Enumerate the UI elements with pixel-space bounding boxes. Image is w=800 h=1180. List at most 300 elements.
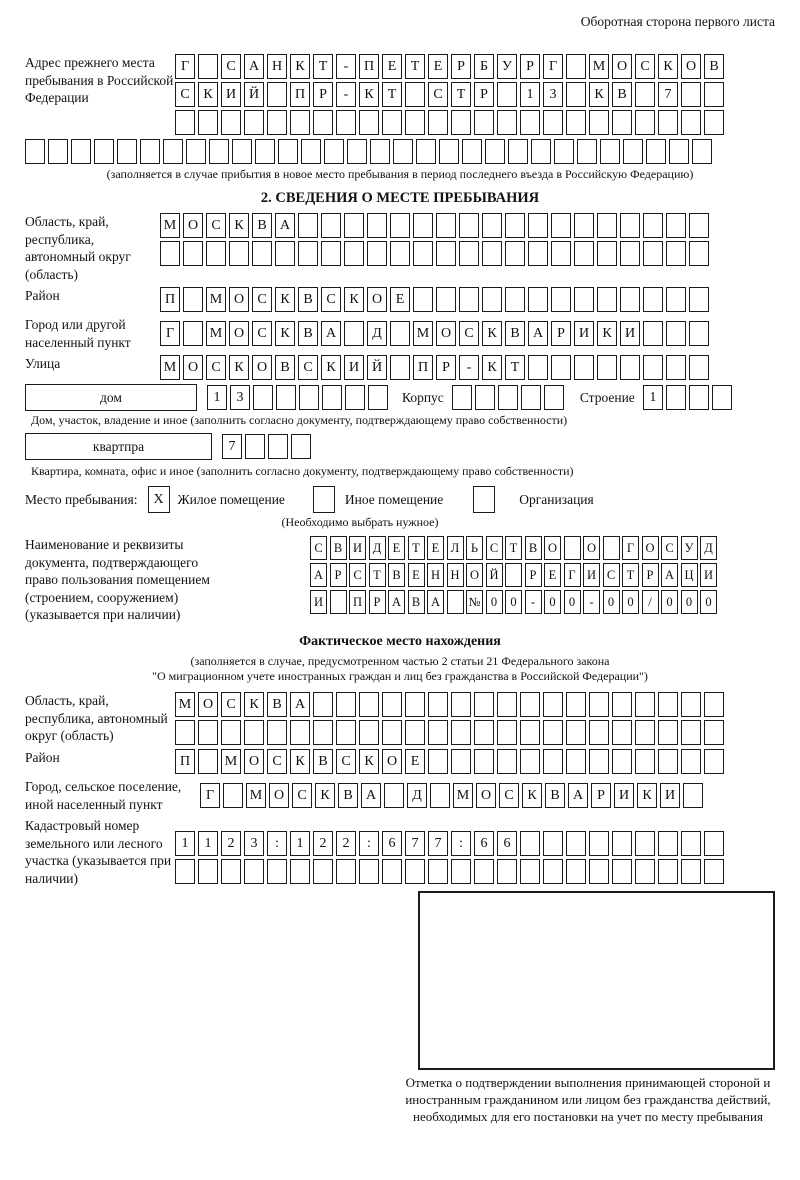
char-cell [666, 287, 686, 312]
char-cell: - [583, 590, 600, 614]
char-cell: С [321, 287, 341, 312]
char-cell: Б [474, 54, 494, 79]
char-cell [658, 749, 678, 774]
char-cell [439, 139, 459, 164]
char-cell: Н [427, 563, 444, 587]
char-cell: В [388, 563, 405, 587]
char-cell: К [315, 783, 335, 808]
char-cell: С [310, 536, 327, 560]
char-cell [71, 139, 91, 164]
char-cell: В [525, 536, 542, 560]
prev-address-row-3 [175, 110, 724, 135]
char-cell [370, 139, 390, 164]
char-cell: К [589, 82, 609, 107]
char-cell: А [244, 54, 264, 79]
checkbox-org [473, 486, 495, 513]
char-cell [689, 355, 709, 380]
char-cell [253, 385, 273, 410]
char-cell: И [700, 563, 717, 587]
char-cell [301, 139, 321, 164]
house-box-label: дом [25, 384, 197, 411]
char-cell [359, 110, 379, 135]
char-cell [186, 139, 206, 164]
char-cell: П [290, 82, 310, 107]
prev-address-row-full [25, 139, 775, 164]
char-cell: А [661, 563, 678, 587]
char-cell [520, 749, 540, 774]
char-cell [482, 241, 502, 266]
char-cell: 1 [175, 831, 195, 856]
char-cell [313, 720, 333, 745]
char-cell [390, 241, 410, 266]
char-cell: 0 [622, 590, 639, 614]
char-cell [163, 139, 183, 164]
char-cell [635, 110, 655, 135]
char-cell [528, 213, 548, 238]
char-cell: Е [408, 563, 425, 587]
apartment-block [25, 433, 775, 460]
char-cell [451, 110, 471, 135]
char-cell [620, 355, 640, 380]
char-cell [474, 692, 494, 717]
char-cell [436, 241, 456, 266]
char-cell: - [336, 82, 356, 107]
fact-region-label: Область, край, республика, автономный округ (область) [25, 693, 168, 744]
char-cell: : [451, 831, 471, 856]
char-cell: К [290, 54, 310, 79]
char-cell [336, 692, 356, 717]
char-cell: С [292, 783, 312, 808]
char-cell: М [589, 54, 609, 79]
char-cell: 0 [681, 590, 698, 614]
char-cell: К [229, 355, 249, 380]
street-block [25, 355, 775, 380]
stamp-box [418, 891, 775, 1070]
char-cell [505, 287, 525, 312]
district-row [160, 287, 709, 312]
char-cell: 7 [222, 434, 242, 459]
section2-title: 2. СВЕДЕНИЯ О МЕСТЕ ПРЕБЫВАНИЯ [260, 190, 540, 206]
char-cell [620, 213, 640, 238]
char-cell [520, 692, 540, 717]
char-cell [543, 831, 563, 856]
char-cell [183, 287, 203, 312]
char-cell [574, 213, 594, 238]
char-cell: К [290, 749, 310, 774]
char-cell [298, 241, 318, 266]
char-cell: И [583, 563, 600, 587]
fact-district-row [175, 749, 724, 774]
char-cell: С [175, 82, 195, 107]
char-cell: Р [313, 82, 333, 107]
document-label: Наименование и реквизиты документа, подтверждающего право пользования помещением (строением, сооружением) (указывается при наличии) [25, 537, 210, 623]
char-cell [612, 110, 632, 135]
char-cell: М [160, 355, 180, 380]
char-cell [566, 692, 586, 717]
char-cell [48, 139, 68, 164]
char-cell: В [330, 536, 347, 560]
char-cell [692, 139, 712, 164]
char-cell: 7 [658, 82, 678, 107]
char-cell [666, 385, 686, 410]
char-cell [290, 720, 310, 745]
char-cell: В [612, 82, 632, 107]
char-cell [566, 720, 586, 745]
char-cell [577, 139, 597, 164]
char-cell: С [267, 749, 287, 774]
char-cell [528, 241, 548, 266]
char-cell [566, 831, 586, 856]
char-cell: А [427, 590, 444, 614]
char-cell: С [336, 749, 356, 774]
char-cell [612, 831, 632, 856]
char-cell [485, 139, 505, 164]
char-cell: Н [267, 54, 287, 79]
char-cell [658, 859, 678, 884]
char-cell: Е [382, 54, 402, 79]
char-cell [528, 287, 548, 312]
char-cell [221, 720, 241, 745]
char-cell [345, 385, 365, 410]
char-cell [574, 355, 594, 380]
char-cell: Й [486, 563, 503, 587]
char-cell [390, 213, 410, 238]
char-cell: Т [313, 54, 333, 79]
char-cell [474, 749, 494, 774]
char-cell: Г [622, 536, 639, 560]
char-cell: А [290, 692, 310, 717]
char-cell [359, 720, 379, 745]
char-cell [198, 859, 218, 884]
char-cell [430, 783, 450, 808]
char-cell [451, 859, 471, 884]
char-cell [206, 241, 226, 266]
char-cell: И [221, 82, 241, 107]
char-cell [244, 720, 264, 745]
char-cell [267, 859, 287, 884]
char-cell: О [466, 563, 483, 587]
char-cell [681, 859, 701, 884]
char-cell: Д [369, 536, 386, 560]
city-block [25, 316, 775, 351]
char-cell [221, 859, 241, 884]
apartment-box-label: квартпра [25, 433, 212, 460]
char-cell [451, 692, 471, 717]
char-cell [520, 720, 540, 745]
char-cell [551, 213, 571, 238]
char-cell: О [252, 355, 272, 380]
char-cell: С [252, 321, 272, 346]
char-cell [544, 385, 564, 410]
char-cell [198, 54, 218, 79]
char-cell: 0 [486, 590, 503, 614]
char-cell: Р [642, 563, 659, 587]
char-cell [666, 241, 686, 266]
char-cell: В [704, 54, 724, 79]
char-cell [681, 831, 701, 856]
char-cell [704, 692, 724, 717]
char-cell: Е [428, 54, 448, 79]
char-cell: 7 [428, 831, 448, 856]
char-cell [330, 590, 347, 614]
char-cell [589, 720, 609, 745]
char-cell: В [313, 749, 333, 774]
char-cell [198, 110, 218, 135]
char-cell [497, 859, 517, 884]
char-cell [497, 82, 517, 107]
char-cell [620, 287, 640, 312]
document-row-1 [310, 536, 717, 560]
char-cell: С [486, 536, 503, 560]
option-org-label: Организация [519, 492, 594, 507]
char-cell [497, 720, 517, 745]
char-cell: С [221, 54, 241, 79]
char-cell: К [637, 783, 657, 808]
char-cell [244, 859, 264, 884]
char-cell [267, 720, 287, 745]
checkbox-zhiloe: X [148, 486, 170, 513]
char-cell: Е [388, 536, 405, 560]
char-cell [669, 139, 689, 164]
char-cell: К [275, 287, 295, 312]
char-cell [643, 287, 663, 312]
document-block [25, 536, 775, 624]
char-cell: П [349, 590, 366, 614]
char-cell: К [275, 321, 295, 346]
char-cell [658, 110, 678, 135]
char-cell [666, 355, 686, 380]
prev-address-block [25, 54, 775, 135]
char-cell [428, 110, 448, 135]
char-cell: Р [451, 54, 471, 79]
char-cell [520, 831, 540, 856]
char-cell: И [574, 321, 594, 346]
district-label: Район [25, 288, 60, 304]
char-cell: М [175, 692, 195, 717]
char-cell: Й [367, 355, 387, 380]
fact-region-row-2 [175, 720, 724, 745]
fact-region-row-1 [175, 692, 724, 717]
cadastre-block [25, 817, 775, 887]
char-cell [359, 692, 379, 717]
char-cell: Т [505, 355, 525, 380]
char-cell [223, 783, 243, 808]
char-cell [666, 213, 686, 238]
char-cell [268, 434, 288, 459]
char-cell: К [321, 355, 341, 380]
char-cell [566, 859, 586, 884]
char-cell: С [206, 213, 226, 238]
char-cell [413, 241, 433, 266]
char-cell [520, 859, 540, 884]
char-cell [160, 241, 180, 266]
char-cell [390, 355, 410, 380]
char-cell: К [597, 321, 617, 346]
char-cell [290, 110, 310, 135]
char-cell [25, 139, 45, 164]
char-cell: Ь [466, 536, 483, 560]
char-cell: Р [369, 590, 386, 614]
char-cell: : [267, 831, 287, 856]
fact-region-block [25, 692, 775, 745]
char-cell: 1 [290, 831, 310, 856]
char-cell: М [160, 213, 180, 238]
char-cell [689, 385, 709, 410]
char-cell [474, 720, 494, 745]
char-cell [597, 241, 617, 266]
char-cell: 1 [207, 385, 227, 410]
char-cell [589, 110, 609, 135]
char-cell: А [568, 783, 588, 808]
char-cell [209, 139, 229, 164]
char-cell: О [367, 287, 387, 312]
char-cell: В [505, 321, 525, 346]
char-cell [267, 82, 287, 107]
char-cell: К [658, 54, 678, 79]
region-row-1 [160, 213, 709, 238]
char-cell [612, 720, 632, 745]
option-inoe-label: Иное помещение [344, 492, 444, 507]
cadastre-row-1 [175, 831, 724, 856]
char-cell: Р [520, 54, 540, 79]
char-cell: Н [447, 563, 464, 587]
char-cell: Р [551, 321, 571, 346]
char-cell: О [244, 749, 264, 774]
char-cell [704, 110, 724, 135]
char-cell: Е [427, 536, 444, 560]
char-cell [623, 139, 643, 164]
char-cell: А [388, 590, 405, 614]
char-cell [428, 749, 448, 774]
char-cell [198, 720, 218, 745]
char-cell [497, 692, 517, 717]
char-cell: П [359, 54, 379, 79]
char-cell [666, 321, 686, 346]
char-cell: О [183, 355, 203, 380]
char-cell: О [583, 536, 600, 560]
char-cell [447, 590, 464, 614]
checkbox-inoe [313, 486, 335, 513]
char-cell [278, 139, 298, 164]
char-cell [482, 213, 502, 238]
char-cell: Т [622, 563, 639, 587]
char-cell [252, 241, 272, 266]
char-cell [232, 139, 252, 164]
char-cell: Р [591, 783, 611, 808]
actual-location-note-1: (заполняется в случае, предусмотренном частью 2 статьи 21 Федерального закона [190, 654, 610, 669]
char-cell [597, 355, 617, 380]
char-cell [459, 287, 479, 312]
char-cell: Д [367, 321, 387, 346]
char-cell [94, 139, 114, 164]
char-cell [635, 692, 655, 717]
char-cell: Т [382, 82, 402, 107]
char-cell [244, 110, 264, 135]
stroenie-label: Строение [579, 390, 635, 405]
char-cell: Т [505, 536, 522, 560]
char-cell [368, 385, 388, 410]
char-cell [681, 749, 701, 774]
char-cell: - [336, 54, 356, 79]
place-type-label: Место пребывания: [25, 492, 138, 507]
char-cell: 2 [221, 831, 241, 856]
char-cell [643, 213, 663, 238]
char-cell [390, 321, 410, 346]
char-cell [497, 749, 517, 774]
char-cell [405, 82, 425, 107]
char-cell: О [382, 749, 402, 774]
char-cell [543, 859, 563, 884]
char-cell [384, 783, 404, 808]
char-cell: О [229, 287, 249, 312]
char-cell [681, 110, 701, 135]
char-cell [528, 355, 548, 380]
char-cell: А [361, 783, 381, 808]
char-cell [704, 859, 724, 884]
char-cell [451, 749, 471, 774]
cadastre-label: Кадастровый номер земельного или лесного участка (указывается при наличии) [25, 818, 172, 886]
char-cell: 6 [497, 831, 517, 856]
char-cell [612, 692, 632, 717]
char-cell [589, 692, 609, 717]
house-block [25, 384, 775, 411]
char-cell [712, 385, 732, 410]
char-cell [566, 54, 586, 79]
option-zhiloe-label: Жилое помещение [177, 492, 285, 507]
korpus-label: Корпус [402, 390, 444, 405]
char-cell: О [436, 321, 456, 346]
char-cell [574, 241, 594, 266]
char-cell: А [275, 213, 295, 238]
region-block [25, 213, 775, 283]
char-cell [497, 110, 517, 135]
char-cell [551, 287, 571, 312]
char-cell [405, 692, 425, 717]
char-cell [551, 241, 571, 266]
char-cell [459, 213, 479, 238]
char-cell: К [359, 749, 379, 774]
char-cell: 0 [564, 590, 581, 614]
char-cell: 3 [230, 385, 250, 410]
char-cell [405, 720, 425, 745]
region-row-2 [160, 241, 709, 266]
char-cell [635, 749, 655, 774]
char-cell [416, 139, 436, 164]
char-cell: В [275, 355, 295, 380]
char-cell [574, 287, 594, 312]
region-label: Область, край, республика, автономный округ (область) [25, 214, 131, 282]
char-cell: К [344, 287, 364, 312]
document-row-2 [310, 563, 717, 587]
apartment-row [222, 434, 311, 459]
char-cell [681, 82, 701, 107]
char-cell: О [681, 54, 701, 79]
char-cell: Ц [681, 563, 698, 587]
char-cell: И [614, 783, 634, 808]
stamp-area [405, 891, 775, 1126]
char-cell [451, 720, 471, 745]
char-cell: Т [408, 536, 425, 560]
char-cell [543, 692, 563, 717]
char-cell [413, 287, 433, 312]
char-cell [298, 213, 318, 238]
char-cell: А [310, 563, 327, 587]
char-cell [382, 720, 402, 745]
char-cell: 2 [336, 831, 356, 856]
char-cell [589, 749, 609, 774]
char-cell [393, 139, 413, 164]
char-cell [452, 385, 472, 410]
